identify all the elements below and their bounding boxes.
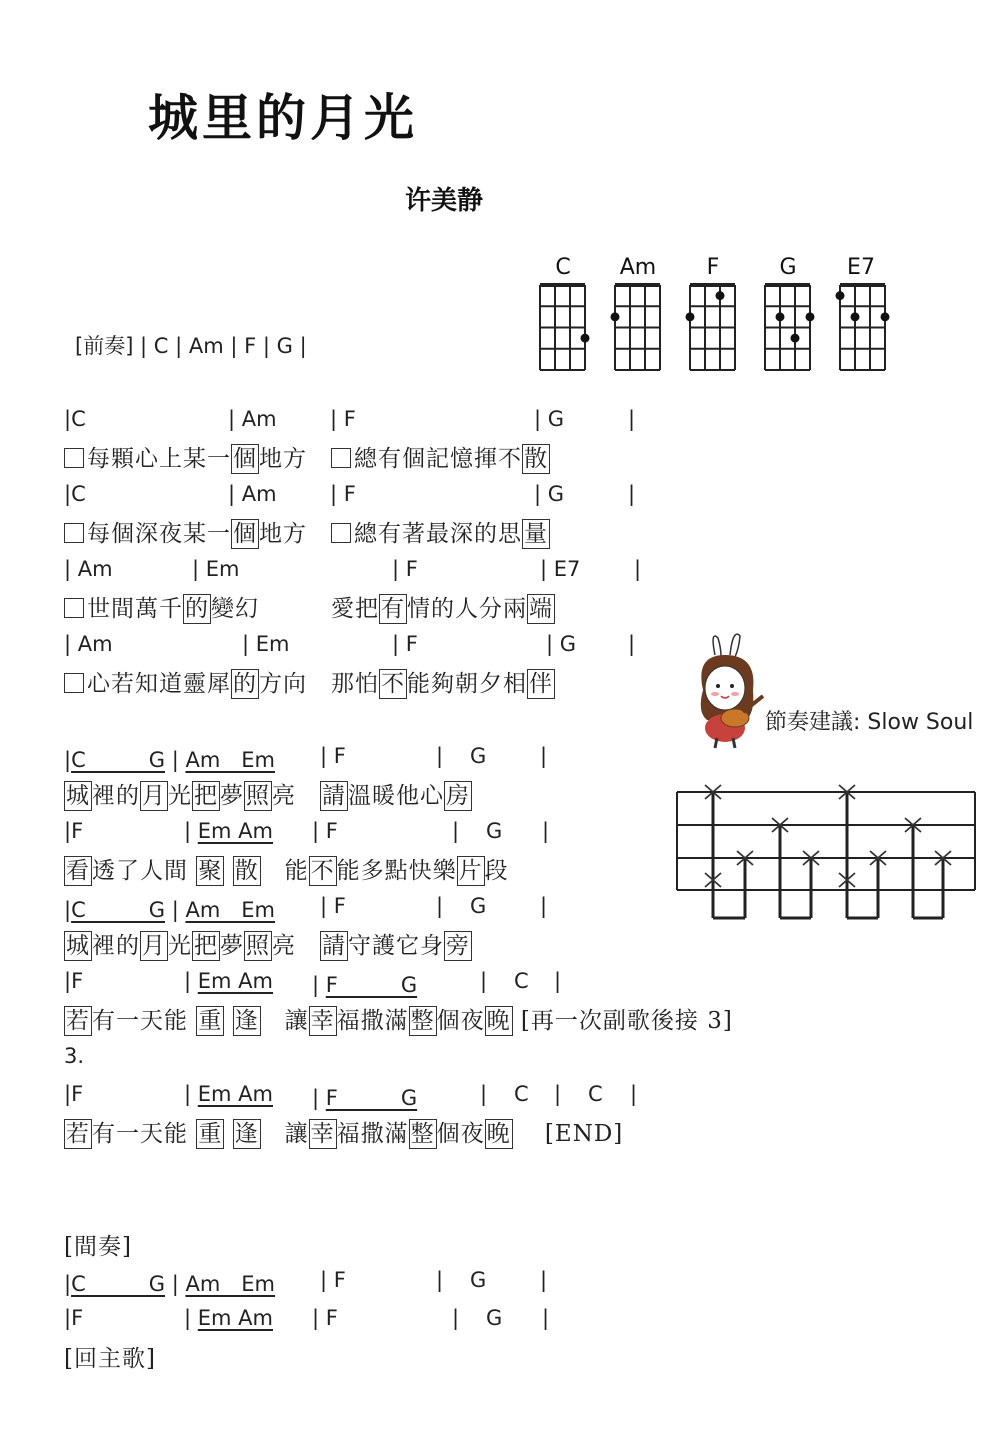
chord-symbol: | bbox=[542, 819, 550, 843]
chord-symbol: | bbox=[436, 744, 444, 768]
lyric-line: [回主歌] bbox=[64, 1346, 156, 1372]
chord-symbol: | G bbox=[534, 482, 565, 506]
chord-symbol: | bbox=[540, 744, 548, 768]
chord-symbol: | bbox=[554, 969, 562, 993]
chord-symbol: | bbox=[436, 894, 444, 918]
chord-symbol: | bbox=[634, 557, 642, 581]
lyric-line: 若有一天能 重 逢 讓幸福撒滿整個夜晚 [END] bbox=[66, 1121, 624, 1147]
chord-symbol: | F G bbox=[312, 1086, 418, 1110]
chord-symbol: |F bbox=[64, 1306, 84, 1330]
chord-symbol: | bbox=[540, 894, 548, 918]
chord-symbol: | F bbox=[320, 894, 346, 918]
chord-symbol: | bbox=[480, 969, 488, 993]
chord-symbol: C bbox=[514, 969, 529, 993]
chord-symbol: C bbox=[588, 1082, 603, 1106]
chord-name-f: F bbox=[706, 255, 720, 280]
strum-pattern-diagram bbox=[675, 780, 980, 925]
chord-symbol: | Em Am bbox=[184, 969, 273, 993]
chord-symbol: | F bbox=[392, 557, 418, 581]
chord-symbol: | Em Am bbox=[184, 819, 273, 843]
lyric-line: 城裡的月光把夢照亮 請守護它身旁 bbox=[66, 933, 470, 959]
chord-symbol: | F bbox=[330, 407, 356, 431]
lyric-line: 城裡的月光把夢照亮 請溫暖他心房 bbox=[66, 783, 470, 809]
chord-symbol: | bbox=[452, 819, 460, 843]
chord-symbol: | bbox=[452, 1306, 460, 1330]
lyric-line: [間奏] bbox=[64, 1234, 132, 1260]
chord-symbol: | Am bbox=[228, 407, 277, 431]
chord-symbol: | bbox=[628, 407, 636, 431]
lyric-line: 世間萬千的變幻 愛把有情的人分兩端 bbox=[64, 590, 555, 624]
chord-symbol: | Am bbox=[64, 632, 113, 656]
lyric-line: 每顆心上某一個地方 總有個記憶揮不散 bbox=[64, 440, 550, 474]
chord-symbol: G bbox=[486, 1306, 503, 1330]
chord-symbol: | bbox=[630, 1082, 638, 1106]
chord-symbol: |C bbox=[64, 407, 86, 431]
lyric-line: 每個深夜某一個地方 總有著最深的思量 bbox=[64, 515, 550, 549]
chord-symbol: |C G | Am Em bbox=[64, 898, 276, 922]
chord-symbol: | bbox=[554, 1082, 562, 1106]
chord-symbol: | Am bbox=[64, 557, 113, 581]
chord-symbol: 3. bbox=[64, 1044, 85, 1068]
lyric-line: 若有一天能 重 逢 讓幸福撒滿整個夜晚 [再一次副歌後接 3] bbox=[66, 1008, 733, 1034]
song-title: 城里的月光 bbox=[148, 89, 418, 147]
chord-symbol: | F bbox=[330, 482, 356, 506]
chord-symbol: G bbox=[470, 1268, 487, 1292]
chord-symbol: | F G bbox=[312, 973, 418, 997]
lyric-line: 看透了人間 聚 散 能不能多點快樂片段 bbox=[66, 858, 509, 884]
chord-symbol: | F bbox=[392, 632, 418, 656]
lyric-line: 心若知道靈犀的方向 那怕不能夠朝夕相伴 bbox=[64, 665, 555, 699]
ukulele-girl-illustration bbox=[685, 630, 765, 750]
chord-symbol: | bbox=[628, 482, 636, 506]
chord-name-g: G bbox=[779, 255, 797, 280]
chord-symbol: | Em Am bbox=[184, 1082, 273, 1106]
chord-symbol: G bbox=[486, 819, 503, 843]
rhythm-suggestion: 節奏建議: Slow Soul bbox=[765, 710, 974, 735]
chord-symbol: | F bbox=[320, 744, 346, 768]
chord-symbol: | G bbox=[546, 632, 577, 656]
artist-name: 许美静 bbox=[405, 186, 484, 216]
chord-symbol: |C G | Am Em bbox=[64, 748, 276, 772]
chord-symbol: |C G | Am Em bbox=[64, 1272, 276, 1296]
chord-symbol: G bbox=[470, 894, 487, 918]
chord-symbol: | Em bbox=[192, 557, 240, 581]
chord-symbol: | bbox=[542, 1306, 550, 1330]
chord-symbol: | F bbox=[320, 1268, 346, 1292]
chord-symbol: G bbox=[470, 744, 487, 768]
chord-symbol: | Em bbox=[242, 632, 290, 656]
chord-symbol: |F bbox=[64, 819, 84, 843]
chord-symbol: |F bbox=[64, 969, 84, 993]
chord-name-am: Am bbox=[619, 255, 657, 280]
chord-symbol: | F bbox=[312, 819, 338, 843]
chord-symbol: | bbox=[436, 1268, 444, 1292]
chord-name-e7: E7 bbox=[847, 255, 875, 280]
chord-symbol: | bbox=[540, 1268, 548, 1292]
intro-line: [前奏] | C | Am | F | G | bbox=[75, 334, 307, 358]
chord-symbol: | G bbox=[534, 407, 565, 431]
chord-name-c: C bbox=[555, 255, 571, 280]
chord-symbol: | bbox=[628, 632, 636, 656]
chord-symbol: | E7 bbox=[540, 557, 581, 581]
chord-symbol: C bbox=[514, 1082, 529, 1106]
chord-symbol: | F bbox=[312, 1306, 338, 1330]
chord-diagrams bbox=[530, 280, 910, 380]
chord-symbol: | bbox=[480, 1082, 488, 1106]
chord-symbol: |C bbox=[64, 482, 86, 506]
chord-symbol: | Em Am bbox=[184, 1306, 273, 1330]
chord-symbol: |F bbox=[64, 1082, 84, 1106]
chord-symbol: | Am bbox=[228, 482, 277, 506]
